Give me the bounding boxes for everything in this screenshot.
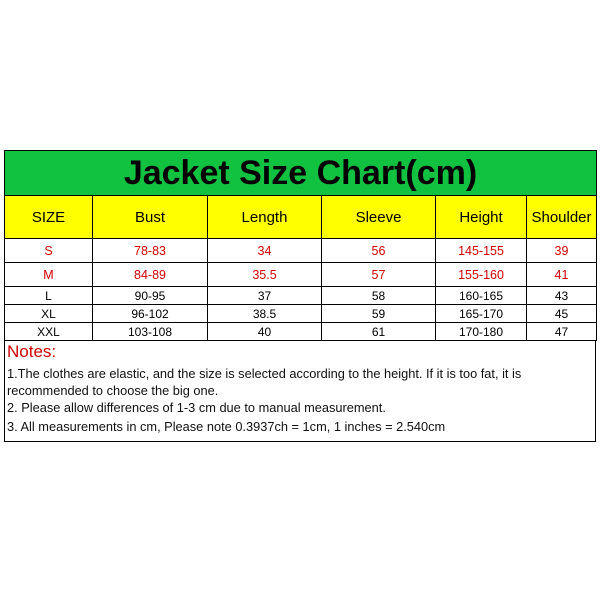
cell-shoulder: 47 <box>527 323 597 341</box>
cell-sleeve: 61 <box>322 323 436 341</box>
note-1-line-1: 1.The clothes are elastic, and the size is selected according to the height. If it is too fat, it is <box>7 366 522 381</box>
cell-size: XL <box>5 305 93 323</box>
notes-box <box>4 341 596 442</box>
table-row <box>5 287 597 305</box>
cell-height: 165-170 <box>436 305 527 323</box>
table-row <box>5 263 597 287</box>
cell-bust: 96-102 <box>93 305 208 323</box>
header-length: Length <box>208 196 322 239</box>
cell-shoulder: 39 <box>527 239 597 263</box>
cell-size: XXL <box>5 323 93 341</box>
cell-bust: 90-95 <box>93 287 208 305</box>
header-height: Height <box>436 196 527 239</box>
cell-sleeve: 57 <box>322 263 436 287</box>
header-bust: Bust <box>93 196 208 239</box>
cell-length: 37 <box>208 287 322 305</box>
cell-size: M <box>5 263 93 287</box>
cell-length: 35.5 <box>208 263 322 287</box>
size-table <box>4 150 597 341</box>
table-row <box>5 323 597 341</box>
note-2: 2. Please allow differences of 1-3 cm due to manual measurement. <box>7 400 386 415</box>
size-chart <box>4 150 596 442</box>
note-3: 3. All measurements in cm, Please note 0.3937ch = 1cm, 1 inches = 2.540cm <box>7 419 446 434</box>
cell-bust: 84-89 <box>93 263 208 287</box>
cell-size: S <box>5 239 93 263</box>
header-row <box>5 196 597 239</box>
cell-bust: 78-83 <box>93 239 208 263</box>
cell-height: 160-165 <box>436 287 527 305</box>
cell-length: 40 <box>208 323 322 341</box>
cell-shoulder: 41 <box>527 263 597 287</box>
header-shoulder: Shoulder <box>527 196 597 239</box>
header-sleeve: Sleeve <box>322 196 436 239</box>
notes-title: Notes: <box>7 342 57 361</box>
cell-height: 155-160 <box>436 263 527 287</box>
table-row <box>5 239 597 263</box>
cell-sleeve: 58 <box>322 287 436 305</box>
note-1-line-2: recommended to choose the big one. <box>7 383 219 398</box>
cell-length: 38.5 <box>208 305 322 323</box>
cell-height: 170-180 <box>436 323 527 341</box>
header-size: SIZE <box>5 196 93 239</box>
cell-shoulder: 45 <box>527 305 597 323</box>
cell-height: 145-155 <box>436 239 527 263</box>
cell-bust: 103-108 <box>93 323 208 341</box>
cell-length: 34 <box>208 239 322 263</box>
cell-sleeve: 59 <box>322 305 436 323</box>
chart-title: Jacket Size Chart(cm) <box>5 151 597 196</box>
cell-size: L <box>5 287 93 305</box>
cell-shoulder: 43 <box>527 287 597 305</box>
table-row <box>5 305 597 323</box>
cell-sleeve: 56 <box>322 239 436 263</box>
